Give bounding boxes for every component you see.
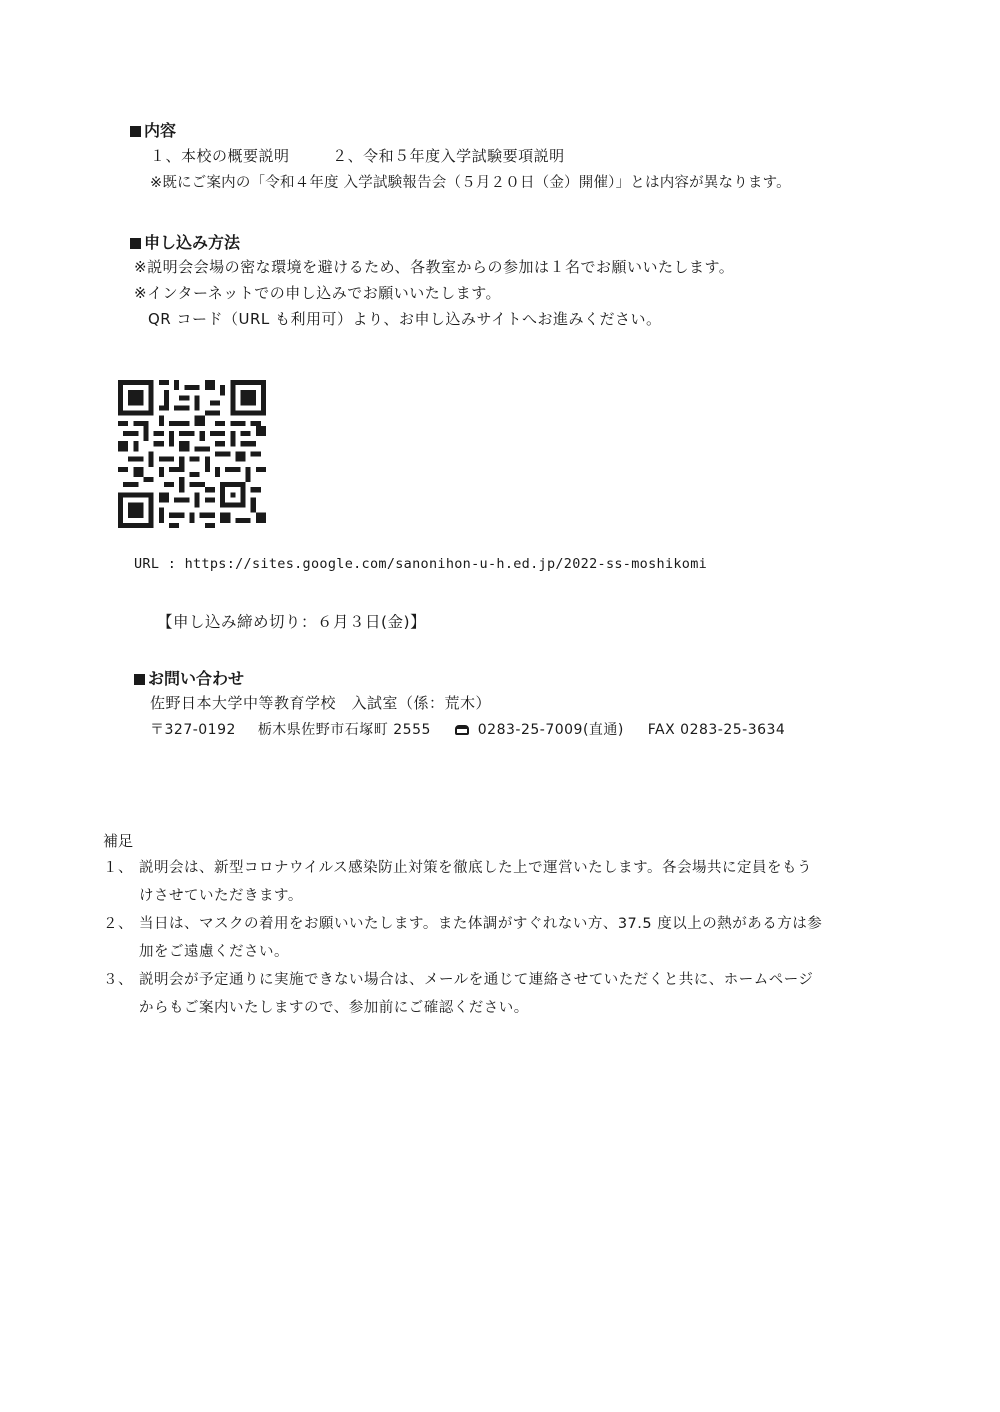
supplement-item-3-cont: からもご案内いたしますので、参加前にご確認ください。 — [139, 1000, 529, 1016]
telephone-icon — [455, 725, 469, 735]
apply-note-3: QR コード（URL も利用可）より、お申し込みサイトへお進みください。 — [148, 310, 662, 328]
heading-text: 申し込み方法 — [144, 233, 241, 252]
content-items — [150, 145, 565, 166]
supplement-item-1-cont: けさせていただきます。 — [139, 888, 303, 904]
list-text: 説明会は、新型コロナウイルス感染防止対策を徹底した上で運営いたします。各会場共に定員をもう — [139, 860, 812, 876]
qr-code[interactable] — [118, 380, 266, 528]
contact-school: 佐野日本大学中等教育学校 入試室（係：荒木） — [150, 694, 492, 712]
list-text: 説明会が予定通りに実施できない場合は、メールを通じて連絡させていただくと共に、ホームページ — [139, 972, 814, 988]
fax-number: FAX 0283-25-3634 — [647, 722, 786, 738]
section-heading-supplement: 補足 — [103, 832, 134, 850]
list-number: ３、 — [103, 972, 133, 988]
section-heading-contact — [134, 666, 244, 689]
supplement-item-1 — [103, 856, 812, 877]
list-text: 当日は、マスクの着用をお願いいたします。また体調がすぐれない方、37.5 度以上の熱がある方は参 — [139, 916, 823, 932]
contact-address-line — [150, 719, 785, 739]
address: 栃木県佐野市石塚町 2555 — [257, 722, 431, 738]
heading-text: 内容 — [144, 121, 177, 140]
apply-deadline: 【申し込み締め切り：６月３日(金)】 — [157, 613, 427, 631]
supplement-item-2 — [103, 912, 822, 933]
list-number: ２、 — [103, 916, 133, 932]
apply-note-1: ※説明会会場の密な環境を避けるため、各教室からの参加は１名でお願いいたします。 — [134, 258, 735, 276]
phone-number: 0283-25-7009(直通) — [477, 722, 624, 738]
content-item-2: ２、令和５年度入学試験要項説明 — [332, 147, 565, 165]
section-heading-content — [130, 118, 176, 141]
square-bullet-icon — [130, 238, 141, 249]
section-heading-apply — [130, 230, 240, 253]
square-bullet-icon — [130, 126, 141, 137]
content-item-1: １、本校の概要説明 — [150, 147, 290, 165]
apply-note-2: ※インターネットでの申し込みでお願いいたします。 — [134, 284, 502, 302]
heading-text: お問い合わせ — [148, 669, 245, 688]
list-number: １、 — [103, 860, 133, 876]
apply-url[interactable]: URL : https://sites.google.com/sanonihon-u-h.ed.jp/2022-ss-moshikomi — [134, 556, 708, 572]
content-note: ※既にご案内の「令和４年度 入学試験報告会（５月２０日（金）開催）」とは内容が異なります。 — [150, 175, 791, 191]
square-bullet-icon — [134, 674, 145, 685]
postal-code: 〒327-0192 — [150, 722, 236, 738]
supplement-item-3 — [103, 968, 813, 989]
supplement-item-2-cont: 加をご遠慮ください。 — [139, 944, 289, 960]
